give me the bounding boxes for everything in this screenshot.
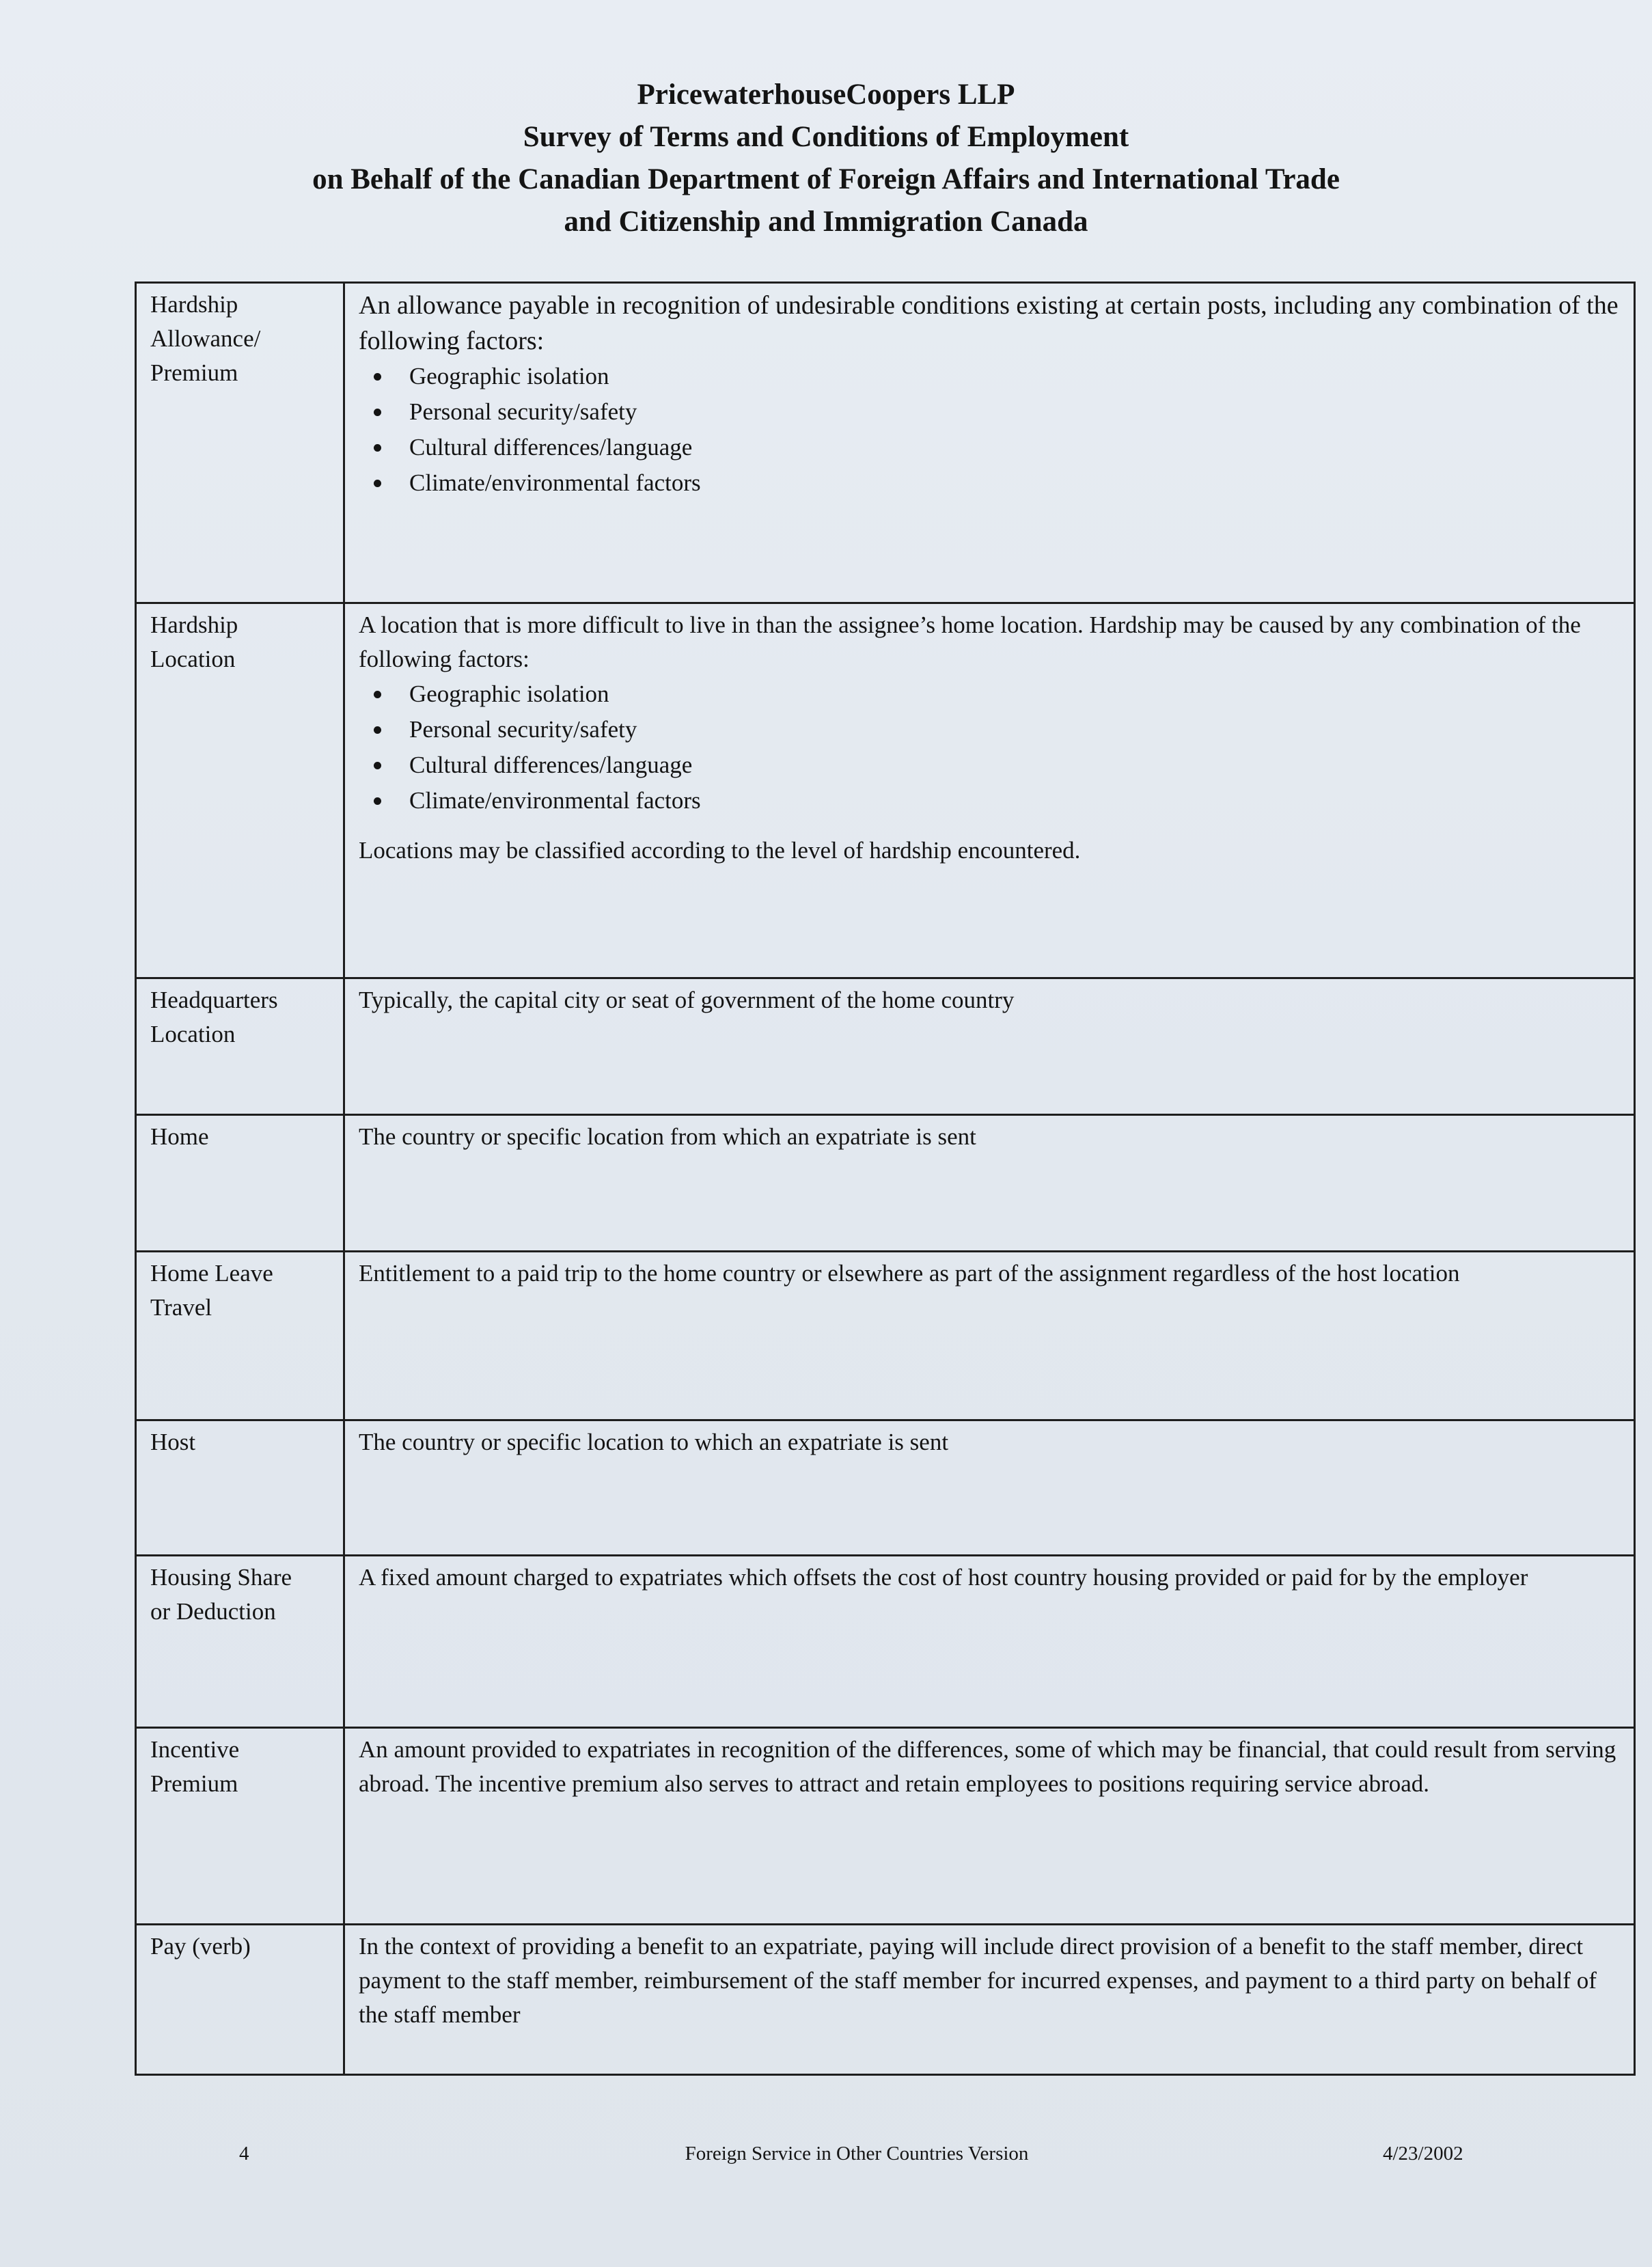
classification-note: Locations may be classified according to the level of hardship encountered. [359, 837, 1081, 864]
term-cell [136, 1115, 344, 1252]
term-cell [136, 603, 344, 978]
definition-cell [344, 1925, 1635, 2075]
table-row [136, 1252, 1635, 1420]
term-cell [136, 1556, 344, 1728]
term-label: Pay (verb) [150, 1933, 251, 1960]
header-line-1: PricewaterhouseCoopers LLP [637, 79, 1015, 111]
table-row [136, 1925, 1635, 2075]
table-row [136, 978, 1635, 1115]
term-label: Housing Share [150, 1564, 292, 1591]
term-label: Premium [150, 1770, 238, 1797]
term-label: Incentive [150, 1736, 240, 1763]
term-cell [136, 283, 344, 603]
list-item: Cultural differences/language [374, 430, 1623, 465]
table-row [136, 1556, 1635, 1728]
list-item: Climate/environmental factors [374, 783, 1623, 819]
definition-cell [344, 283, 1635, 603]
term-cell [136, 1420, 344, 1556]
definition-text: The country or specific location to which an expatriate is sent [359, 1429, 949, 1455]
definition-text: An allowance payable in recognition of undesirable conditions existing at certain posts, including any combination of the following factors: [359, 291, 1619, 355]
definition-text: A location that is more difficult to live in than the assignee’s home location. Hardship may be caused by any combination of the following factors: [359, 612, 1581, 672]
table-row [136, 1115, 1635, 1252]
term-cell [136, 978, 344, 1115]
definition-text: A fixed amount charged to expatriates which offsets the cost of host country housing provided or paid for by the employer [359, 1564, 1528, 1591]
term-label: Premium [150, 359, 238, 386]
definition-cell [344, 603, 1635, 978]
definition-text: An amount provided to expatriates in recognition of the differences, some of which may be financial, that could result from serving abroad. The incentive premium also serves to attract and retain employees to positions requiring service abroad. [359, 1736, 1616, 1797]
term-label: Allowance/ [150, 325, 261, 352]
term-label: or Deduction [150, 1598, 276, 1625]
header-line-4: and Citizenship and Immigration Canada [564, 206, 1088, 238]
definition-text: Typically, the capital city or seat of government of the home country [359, 987, 1015, 1013]
definition-cell [344, 1728, 1635, 1925]
table-row [136, 283, 1635, 603]
definition-text: The country or specific location from which an expatriate is sent [359, 1123, 976, 1150]
definition-text: Entitlement to a paid trip to the home country or elsewhere as part of the assignment regardless of the host location [359, 1260, 1460, 1287]
document-header [0, 74, 1652, 243]
term-label: Home [150, 1123, 209, 1150]
document-date: 4/23/2002 [1383, 2143, 1463, 2165]
definition-cell [344, 1115, 1635, 1252]
term-label: Location [150, 1021, 236, 1047]
term-label: Hardship [150, 291, 238, 318]
page-number: 4 [239, 2143, 249, 2165]
table-row [136, 603, 1635, 978]
version-label: Foreign Service in Other Countries Version [685, 2143, 1029, 2165]
definition-text: In the context of providing a benefit to an expatriate, paying will include direct provision of a benefit to the staff member, direct payment to the staff member, reimbursement of the staff member for incurred expenses, and payment to a third party on behalf of the staff member [359, 1933, 1597, 2028]
term-cell [136, 1728, 344, 1925]
header-line-2: Survey of Terms and Conditions of Employment [523, 121, 1129, 153]
factor-list [359, 359, 1623, 501]
list-item: Climate/environmental factors [374, 465, 1623, 501]
term-cell [136, 1925, 344, 2075]
definition-cell [344, 978, 1635, 1115]
term-cell [136, 1252, 344, 1420]
term-label: Location [150, 646, 236, 672]
term-label: Host [150, 1429, 196, 1455]
definition-cell [344, 1556, 1635, 1728]
list-item: Cultural differences/language [374, 747, 1623, 783]
header-line-3: on Behalf of the Canadian Department of Foreign Affairs and International Trade [312, 163, 1340, 195]
term-label: Headquarters [150, 987, 278, 1013]
table-row [136, 1420, 1635, 1556]
list-item: Geographic isolation [374, 359, 1623, 394]
list-item: Personal security/safety [374, 712, 1623, 747]
factor-list [359, 676, 1623, 819]
table-row [136, 1728, 1635, 1925]
term-label: Hardship [150, 612, 238, 638]
list-item: Personal security/safety [374, 394, 1623, 430]
definition-cell [344, 1420, 1635, 1556]
term-label: Travel [150, 1294, 212, 1321]
definition-cell [344, 1252, 1635, 1420]
term-label: Home Leave [150, 1260, 273, 1287]
definitions-table [135, 281, 1636, 2076]
list-item: Geographic isolation [374, 676, 1623, 712]
